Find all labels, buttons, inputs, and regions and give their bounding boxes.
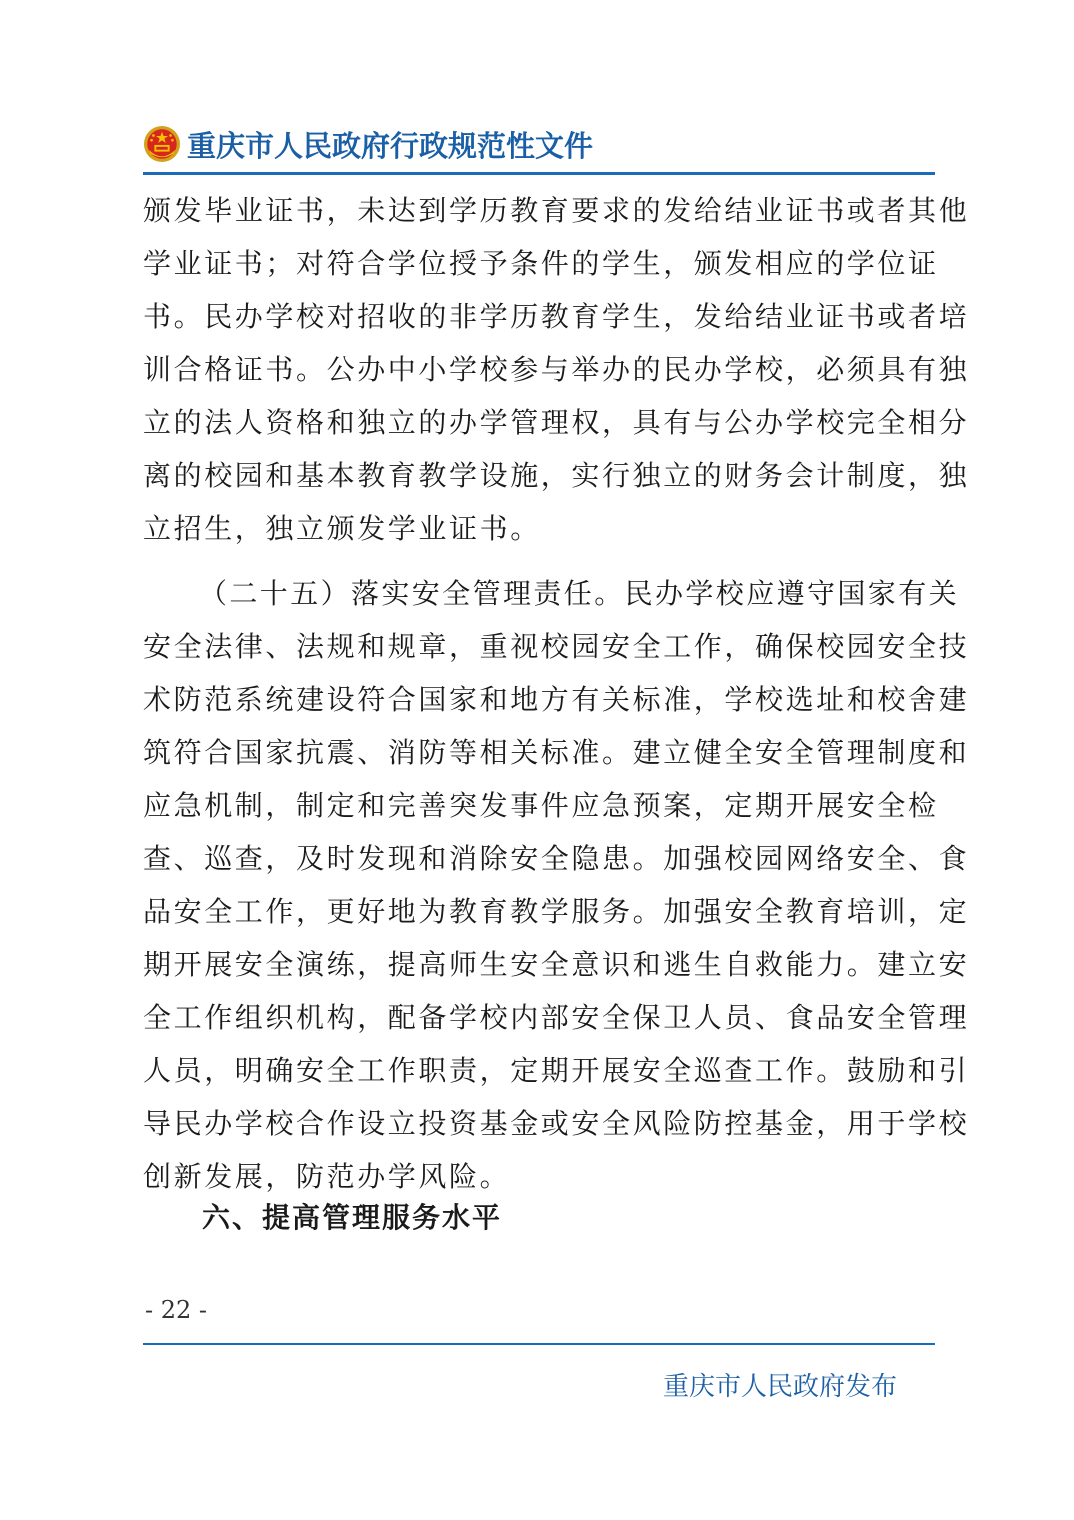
paragraph-2 (143, 567, 970, 1203)
national-emblem-icon (143, 125, 181, 163)
text-line: 立的法人资格和独立的办学管理权，具有与公办学校完全相分 (143, 406, 970, 439)
text-line: 训合格证书。公办中小学校参与举办的民办学校，必须具有独 (143, 353, 970, 386)
document-body (143, 184, 970, 1203)
header-title: 重庆市人民政府行政规范性文件 (187, 128, 594, 163)
text-line: 人员，明确安全工作职责，定期开展安全巡查工作。鼓励和引 (143, 1054, 970, 1087)
text-line: 立招生，独立颁发学业证书。 (143, 512, 541, 545)
text-line: 颁发毕业证书，未达到学历教育要求的发给结业证书或者其他 (143, 194, 970, 227)
text-line: 离的校园和基本教育教学设施，实行独立的财务会计制度，独 (143, 459, 970, 492)
text-line: 创新发展，防范办学风险。 (143, 1160, 511, 1193)
text-line: 应急机制，制定和完善突发事件应急预案，定期开展安全检 (143, 789, 939, 822)
text-line: （二十五）落实安全管理责任。民办学校应遵守国家有关 (199, 577, 960, 610)
text-line: 品安全工作，更好地为教育教学服务。加强安全教育培训，定 (143, 895, 970, 928)
text-line: 导民办学校合作设立投资基金或安全风险防控基金，用于学校 (143, 1107, 970, 1140)
section-heading: 六、提高管理服务水平 (202, 1201, 503, 1234)
document-header (143, 118, 593, 170)
header-divider (143, 172, 935, 175)
text-line: 期开展安全演练，提高师生安全意识和逃生自救能力。建立安 (143, 948, 970, 981)
text-line: 学业证书；对符合学位授予条件的学生，颁发相应的学位证 (143, 247, 939, 280)
page-number: - 22 - (145, 1296, 208, 1324)
footer-divider (143, 1343, 935, 1345)
text-line: 筑符合国家抗震、消防等相关标准。建立健全安全管理制度和 (143, 736, 970, 769)
paragraph-1 (143, 184, 970, 555)
text-line: 全工作组织机构，配备学校内部安全保卫人员、食品安全管理 (143, 1001, 970, 1034)
text-line: 术防范系统建设符合国家和地方有关标准，学校选址和校舍建 (143, 683, 970, 716)
publisher-label: 重庆市人民政府发布 (663, 1372, 898, 1402)
text-line: 书。民办学校对招收的非学历教育学生，发给结业证书或者培 (143, 300, 970, 333)
text-line: 查、巡查，及时发现和消除安全隐患。加强校园网络安全、食 (143, 842, 970, 875)
text-line: 安全法律、法规和规章，重视校园安全工作，确保校园安全技 (143, 630, 970, 663)
